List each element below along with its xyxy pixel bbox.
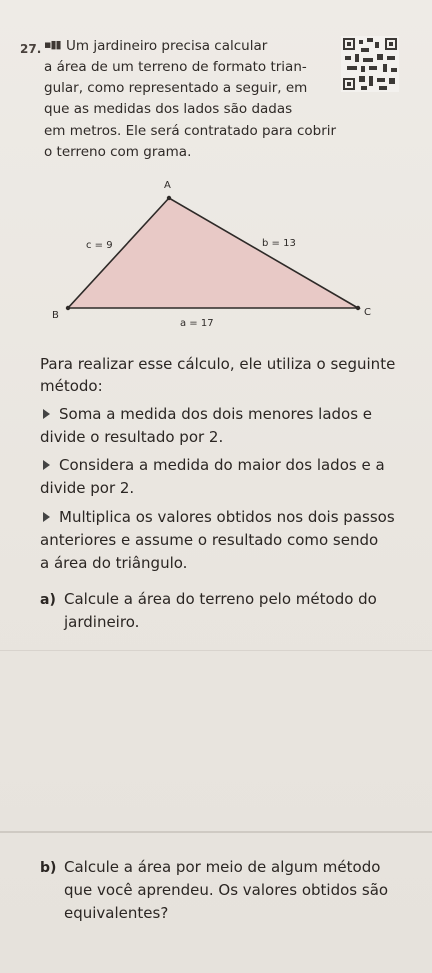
vertex-b-label: B	[52, 310, 59, 321]
step-line: divide o resultado por 2.	[40, 428, 224, 446]
item-a-line: Calcule a área do terreno pelo método do	[64, 590, 377, 608]
bullet-arrow-icon	[43, 512, 50, 522]
bullet-arrow-icon	[43, 460, 50, 470]
triangle-figure	[40, 170, 400, 340]
method-intro-line: Para realizar esse cálculo, ele utiliza o seguinte	[40, 355, 396, 373]
method-intro-line: método:	[40, 377, 103, 395]
statement-line: Um jardineiro precisa calcular	[66, 38, 268, 54]
vertex-c-point	[356, 306, 360, 310]
vertex-c-label: C	[364, 307, 371, 318]
side-c-label: c = 9	[86, 240, 113, 251]
statement-line: em metros. Ele será contratado para cobrir	[44, 123, 337, 139]
item-b-line: Calcule a área por meio de algum método	[64, 858, 381, 876]
item-b-label: b)	[40, 860, 57, 876]
step-line: a área do triângulo.	[40, 554, 188, 572]
step-line: divide por 2.	[40, 479, 135, 497]
side-b-label: b = 13	[262, 238, 296, 249]
item-a-line: jardineiro.	[64, 613, 140, 631]
vertex-a-label: A	[164, 180, 171, 191]
step-line: Multiplica os valores obtidos nos dois passos	[59, 508, 395, 526]
item-b-line: equivalentes?	[64, 904, 169, 922]
bullet-arrow-icon	[43, 409, 50, 419]
step-line: Soma a medida dos dois menores lados e	[59, 405, 373, 423]
item-a-label: a)	[40, 592, 56, 608]
vertex-b-point	[66, 306, 70, 310]
activity-icon: ▪▮▮	[44, 38, 61, 51]
statement-line: a área de um terreno de formato trian-	[44, 59, 307, 75]
vertex-a-point	[167, 196, 171, 200]
statement-line: que as medidas dos lados são dadas	[44, 101, 293, 117]
item-b-line: que você aprendeu. Os valores obtidos são	[64, 881, 389, 899]
question-number: 27.	[20, 42, 42, 56]
qr-code-icon	[341, 36, 399, 92]
step-line: anteriores e assume o resultado como sendo	[40, 531, 379, 549]
answer-area[interactable]	[0, 650, 432, 833]
side-a-label: a = 17	[180, 318, 214, 329]
triangle-terrain	[68, 198, 358, 308]
statement-line: gular, como representado a seguir, em	[44, 80, 308, 96]
step-line: Considera a medida do maior dos lados e a	[59, 456, 385, 474]
statement-line: o terreno com grama.	[44, 144, 192, 160]
